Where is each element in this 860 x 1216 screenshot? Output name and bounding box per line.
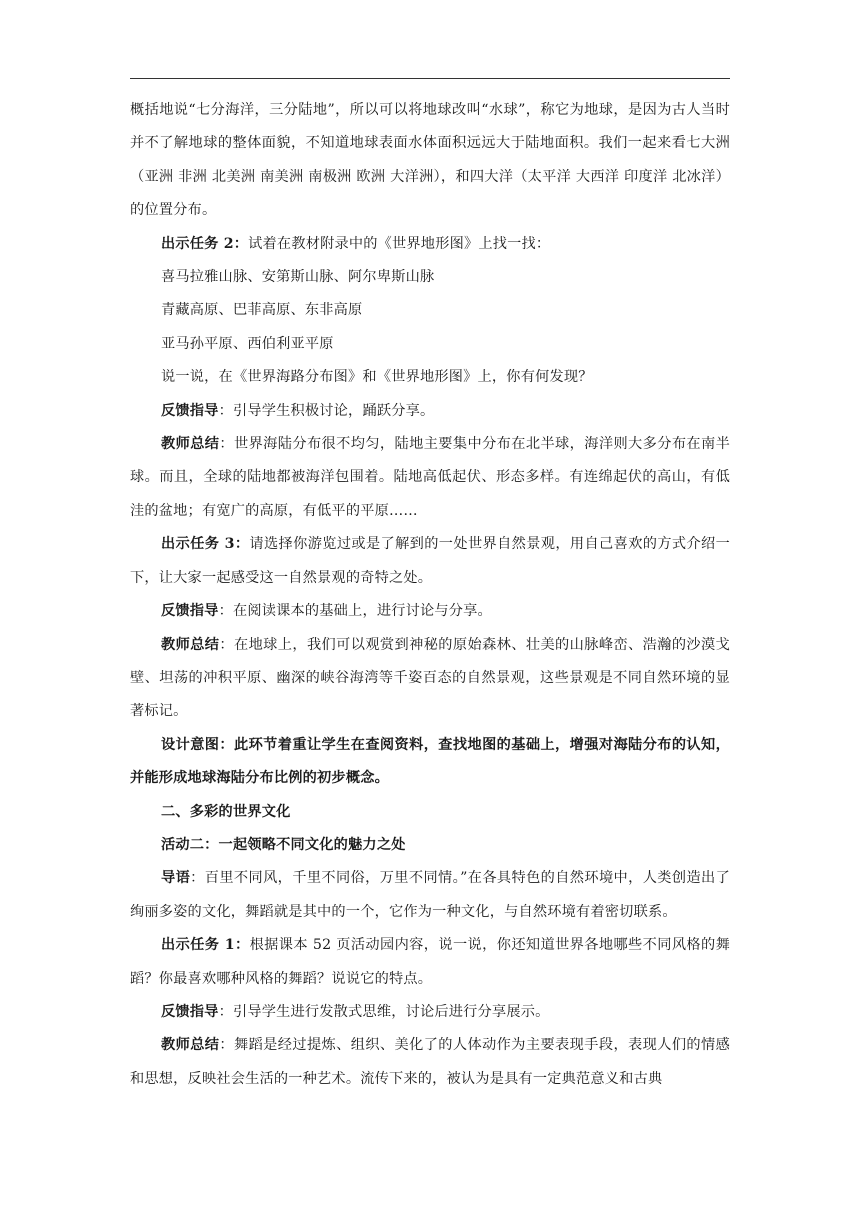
paragraph-text: 亚马孙平原、西伯利亚平原 bbox=[161, 335, 334, 352]
paragraph-text: ：世界海陆分布很不均匀，陆地主要集中分布在北半球，海洋则大多分布在南半球。而且，全球的陆地都被海洋包围着。陆地高低起伏、形态多样。有连绵起伏的高山，有低洼的盆地；有宽广的高原，有低平的平原…… bbox=[130, 436, 730, 519]
paragraph bbox=[130, 361, 730, 394]
paragraph bbox=[130, 328, 730, 361]
paragraph bbox=[130, 862, 730, 929]
paragraph bbox=[130, 796, 730, 829]
paragraph-text: 说一说，在《世界海路分布图》和《世界地形图》上，你有何发现？ bbox=[161, 369, 593, 386]
paragraph bbox=[130, 261, 730, 294]
paragraph-text: 青藏高原、巴菲高原、东非高原 bbox=[161, 302, 363, 319]
document-body bbox=[130, 94, 730, 1096]
paragraph bbox=[130, 996, 730, 1029]
bold-label: 出示任务 1： bbox=[161, 937, 250, 954]
paragraph-text: 试着在教材附录中的《世界地形图》上找一找： bbox=[248, 235, 551, 252]
paragraph bbox=[130, 428, 730, 528]
bold-label: 反馈指导 bbox=[161, 1003, 219, 1020]
paragraph bbox=[130, 395, 730, 428]
paragraph-text: ：在阅读课本的基础上，进行讨论与分享。 bbox=[218, 603, 492, 620]
paragraph bbox=[130, 729, 730, 796]
paragraph-text: ：舞蹈是经过提炼、组织、美化了的人体动作为主要表现手段，表现人们的情感和思想，反映社会生活的一种艺术。流传下来的，被认为是具有一定典范意义和古典 bbox=[130, 1037, 730, 1087]
paragraph-text: ：百里不同风，千里不同俗，万里不同情。”在各具特色的自然环境中，人类创造出了绚丽多姿的文化，舞蹈就是其中的一个，它作为一种文化，与自然环境有着密切联系。 bbox=[130, 870, 730, 920]
paragraph bbox=[130, 1029, 730, 1096]
paragraph bbox=[130, 629, 730, 729]
paragraph-text: 根据课本 52 页活动园内容，说一说，你还知道世界各地哪些不同风格的舞蹈？你最喜欢哪种风格的舞蹈？说说它的特点。 bbox=[130, 937, 730, 987]
bold-label: 出示任务 2： bbox=[161, 235, 249, 252]
paragraph bbox=[130, 929, 730, 996]
bold-label: 导语 bbox=[161, 870, 191, 887]
header-rule bbox=[130, 78, 730, 79]
paragraph-text: 概括地说“七分海洋，三分陆地”，所以可以将地球改叫“水球”，称它为地球，是因为古人当时并不了解地球的整体面貌，不知道地球表面水体面积远远大于陆地面积。我们一起来看七大洲（亚洲 非洲 北美洲 南美洲 南极洲 欧洲 大洋洲），和四大洋（太平洋 大西洋 印度洋 北冰洋）的位置分布。 bbox=[130, 102, 730, 219]
bold-label: 反馈指导 bbox=[161, 603, 219, 620]
bold-label: 反馈指导 bbox=[161, 402, 219, 419]
bold-label: 教师总结 bbox=[161, 636, 220, 653]
bold-label: 教师总结 bbox=[161, 1037, 220, 1054]
paragraph bbox=[130, 94, 730, 228]
paragraph bbox=[130, 829, 730, 862]
bold-label: 出示任务 3： bbox=[161, 536, 250, 553]
paragraph-text: ：在地球上，我们可以观赏到神秘的原始森林、壮美的山脉峰峦、浩瀚的沙漠戈壁、坦荡的冲积平原、幽深的峡谷海湾等千姿百态的自然景观，这些景观是不同自然环境的显著标记。 bbox=[130, 636, 730, 720]
paragraph bbox=[130, 294, 730, 327]
paragraph-text: 喜马拉雅山脉、安第斯山脉、阿尔卑斯山脉 bbox=[161, 269, 435, 286]
paragraph bbox=[130, 228, 730, 261]
paragraph-text: 请选择你游览过或是了解到的一处世界自然景观，用自己喜欢的方式介绍一下，让大家一起感受这一自然景观的奇特之处。 bbox=[130, 536, 730, 586]
paragraph bbox=[130, 595, 730, 628]
paragraph-text: ：引导学生进行发散式思维，讨论后进行分享展示。 bbox=[218, 1003, 550, 1020]
bold-label: 教师总结 bbox=[161, 436, 220, 453]
bold-label: 活动二：一起领略不同文化的魅力之处 bbox=[161, 836, 406, 853]
bold-label: 二、多彩的世界文化 bbox=[161, 803, 291, 820]
bold-label: 设计意图：此环节着重让学生在查阅资料，查找地图的基础上，增强对海陆分布的认知，并能形成地球海陆分布比例的初步概念。 bbox=[130, 736, 730, 787]
paragraph-text: ：引导学生积极讨论，踊跃分享。 bbox=[218, 402, 435, 419]
paragraph bbox=[130, 528, 730, 595]
